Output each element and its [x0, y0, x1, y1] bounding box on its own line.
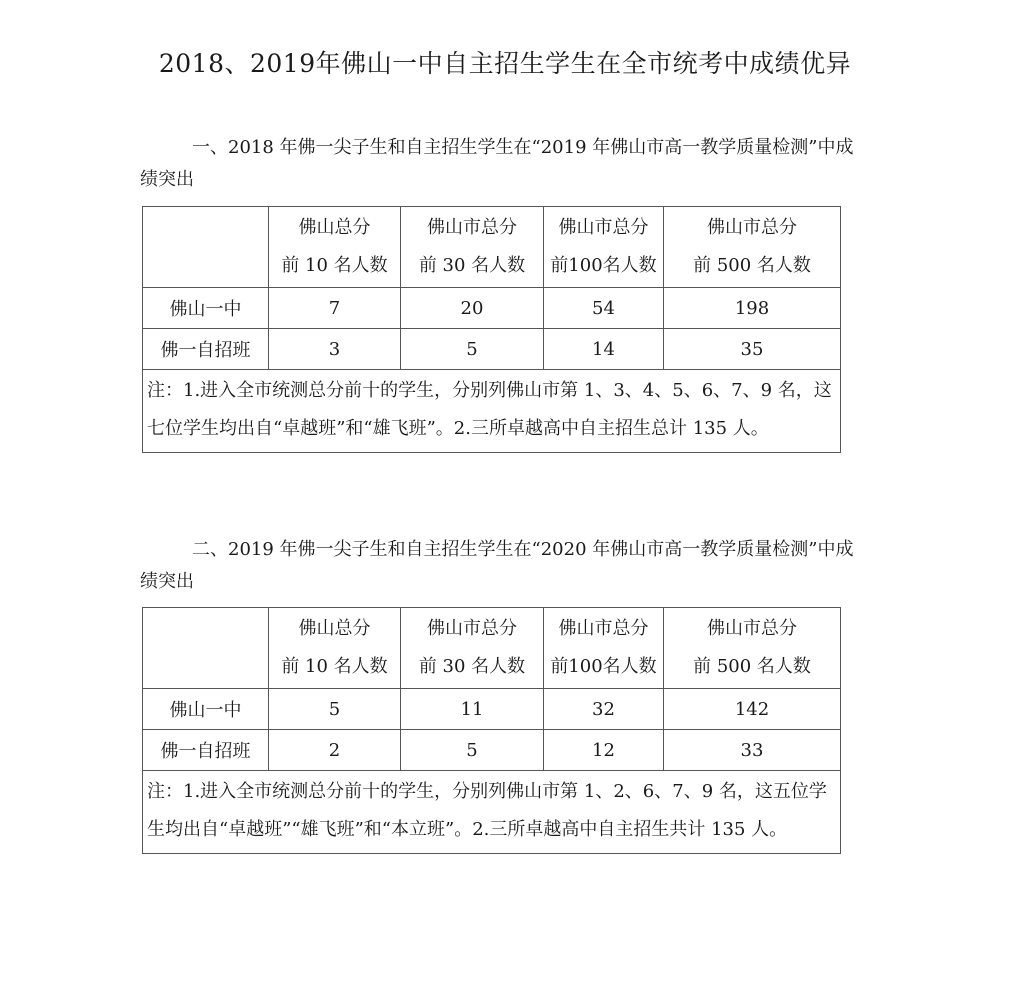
column-header-line1: 佛山市总分 — [558, 618, 649, 639]
table-cell: 2 — [269, 730, 401, 771]
row-label: 佛山一中 — [143, 288, 269, 329]
column-header — [401, 608, 544, 689]
column-header-line2: 前 30 名人数 — [418, 656, 526, 677]
table-cell: 32 — [544, 689, 664, 730]
table-cell: 20 — [401, 288, 544, 329]
column-header — [544, 608, 664, 689]
column-header — [401, 207, 544, 288]
column-header — [544, 207, 664, 288]
column-header-line2: 前 30 名人数 — [418, 255, 526, 276]
table-cell: 12 — [544, 730, 664, 771]
column-header-line2: 前 10 名人数 — [281, 656, 388, 677]
column-header-line1: 佛山总分 — [298, 618, 371, 639]
column-header — [269, 608, 401, 689]
column-header-line1: 佛山市总分 — [558, 217, 649, 238]
table-cell: 5 — [269, 689, 401, 730]
table-row — [143, 329, 841, 370]
column-header-line2: 前100名人数 — [550, 656, 657, 677]
column-header-line1: 佛山市总分 — [707, 618, 797, 639]
table-cell: 142 — [664, 689, 841, 730]
row-label: 佛一自招班 — [143, 730, 269, 771]
column-header-line2: 前100名人数 — [550, 255, 657, 276]
document-title: 2018、2019年佛山一中自主招生学生在全市统考中成绩优异 — [158, 49, 852, 78]
table-cell: 5 — [401, 730, 544, 771]
column-header — [269, 207, 401, 288]
column-header-line2: 前 500 名人数 — [693, 656, 811, 677]
table-row — [143, 689, 841, 730]
column-header-line1: 佛山市总分 — [427, 217, 517, 238]
column-header-line1: 佛山市总分 — [707, 217, 797, 238]
table-cell: 14 — [544, 329, 664, 370]
corner-cell — [143, 608, 269, 689]
table-cell: 33 — [664, 730, 841, 771]
table-note-row — [143, 370, 841, 453]
column-header-line2: 前 10 名人数 — [281, 255, 388, 276]
table-row — [143, 288, 841, 329]
column-header-line1: 佛山总分 — [298, 217, 371, 238]
section-heading-2018: 一、2018 年佛一尖子生和自主招生学生在“2019 年佛山市高一教学质量检测”中成绩突出 — [140, 137, 854, 190]
table-cell: 11 — [401, 689, 544, 730]
section-heading-2019: 二、2019 年佛一尖子生和自主招生学生在“2020 年佛山市高一教学质量检测”中成绩突出 — [140, 539, 854, 592]
table-cell: 3 — [269, 329, 401, 370]
results-table-2018 — [142, 206, 841, 453]
table-note: 注：1.进入全市统测总分前十的学生，分别列佛山市第 1、2、6、7、9 名，这五位学生均出自“卓越班”“雄飞班”和“本立班”。2.三所卓越高中自主招生共计 135 人。 — [143, 771, 841, 854]
table-header-row — [143, 207, 841, 288]
column-header-line1: 佛山市总分 — [427, 618, 517, 639]
corner-cell — [143, 207, 269, 288]
table-row — [143, 730, 841, 771]
row-label: 佛山一中 — [143, 689, 269, 730]
table-cell: 5 — [401, 329, 544, 370]
table-cell: 54 — [544, 288, 664, 329]
results-table-2019 — [142, 607, 841, 854]
column-header — [664, 608, 841, 689]
table-cell: 198 — [664, 288, 841, 329]
column-header-line2: 前 500 名人数 — [693, 255, 811, 276]
table-note-row — [143, 771, 841, 854]
row-label: 佛一自招班 — [143, 329, 269, 370]
table-cell: 7 — [269, 288, 401, 329]
column-header — [664, 207, 841, 288]
table-note: 注：1.进入全市统测总分前十的学生，分别列佛山市第 1、3、4、5、6、7、9 名，这七位学生均出自“卓越班”和“雄飞班”。2.三所卓越高中自主招生总计 135 人。 — [143, 370, 841, 453]
table-cell: 35 — [664, 329, 841, 370]
table-header-row — [143, 608, 841, 689]
